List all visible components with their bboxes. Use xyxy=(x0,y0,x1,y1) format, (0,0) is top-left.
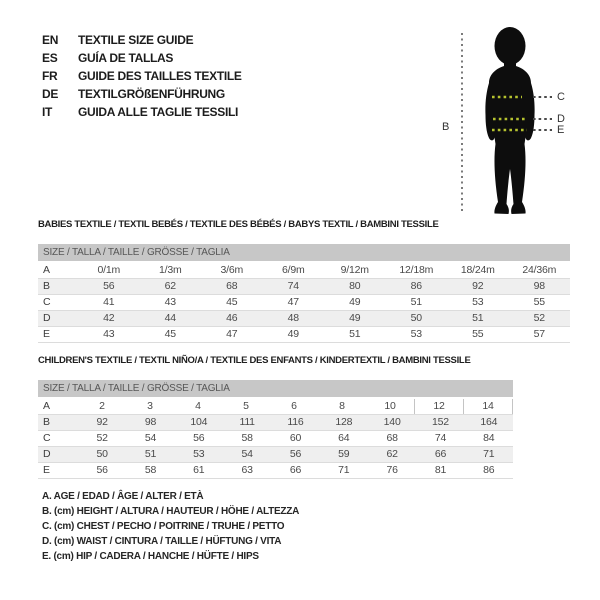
table-cell: 63 xyxy=(241,464,253,476)
table-cell: 8 xyxy=(339,400,345,412)
language-title: GUIDE DES TAILLES TEXTILE xyxy=(78,69,242,83)
table-cell: 66 xyxy=(289,464,302,476)
language-line xyxy=(42,67,242,85)
figure-label-chest: C xyxy=(557,91,565,103)
table-cell: 86 xyxy=(483,464,495,476)
row-label: C xyxy=(43,432,51,444)
legend-line-hip: E. (cm) HIP / CADERA / HANCHE / HÜFTE / HIPS xyxy=(42,551,259,562)
table-cell: 66 xyxy=(434,448,447,460)
table-cell: 98 xyxy=(144,416,157,428)
table-cell: 51 xyxy=(472,312,484,324)
table-cell: 56 xyxy=(103,280,115,292)
table-cell: 104 xyxy=(190,416,208,428)
language-title: GUÍA DE TALLAS xyxy=(78,51,174,65)
table-cell: 51 xyxy=(349,328,361,340)
child-silhouette-graphic xyxy=(440,18,598,223)
table-cell: 51 xyxy=(144,448,157,460)
table-row xyxy=(38,263,570,279)
table-row xyxy=(38,311,570,327)
measurement-figure xyxy=(440,18,598,223)
language-line xyxy=(42,49,242,67)
legend-line-waist: D. (cm) WAIST / CINTURA / TAILLE / HÜFTUNG / VITA xyxy=(42,536,282,547)
table-cell: 71 xyxy=(483,448,495,460)
table-cell: 76 xyxy=(386,464,398,476)
table-cell: 51 xyxy=(410,296,422,308)
children-size-table xyxy=(38,355,513,479)
table-cell: 80 xyxy=(349,280,361,292)
table-cell: 55 xyxy=(472,328,484,340)
table-cell: 45 xyxy=(164,328,176,340)
table-cell: 2 xyxy=(99,400,105,412)
table-cell: 24/36m xyxy=(522,264,557,276)
table-cell: 6/9m xyxy=(281,264,305,276)
table-cell: 6 xyxy=(291,400,297,412)
table-cell: 14 xyxy=(464,399,513,414)
table-cell: 74 xyxy=(287,280,299,292)
table-cell: 56 xyxy=(289,448,302,460)
row-label: A xyxy=(43,264,50,276)
table-cell: 71 xyxy=(338,464,350,476)
table-cell: 43 xyxy=(164,296,176,308)
table-cell: 64 xyxy=(338,432,350,444)
table-cell: 61 xyxy=(193,464,205,476)
table-row xyxy=(38,327,570,343)
table-cell: 52 xyxy=(533,312,545,324)
table-cell: 54 xyxy=(241,448,253,460)
table-cell: 57 xyxy=(533,328,545,340)
table-cell: 116 xyxy=(287,416,304,428)
legend-line-age: A. AGE / EDAD / ÂGE / ALTER / ETÀ xyxy=(42,491,204,502)
size-header-bar: SIZE / TALLA / TAILLE / GRÖSSE / TAGLIA xyxy=(38,380,513,397)
table-cell: 44 xyxy=(164,312,176,324)
table-cell: 0/1m xyxy=(97,264,121,276)
legend-line-height: B. (cm) HEIGHT / ALTURA / HAUTEUR / HÖHE / ALTEZZA xyxy=(42,506,300,517)
table-cell: 43 xyxy=(103,328,115,340)
size-header-bar: SIZE / TALLA / TAILLE / GRÖSSE / TAGLIA xyxy=(38,244,570,261)
table-cell: 86 xyxy=(410,280,422,292)
row-label: D xyxy=(43,448,51,460)
table-row xyxy=(38,447,513,463)
table-cell: 42 xyxy=(103,312,115,324)
language-title: TEXTILGRÖßENFÜHRUNG xyxy=(78,87,225,101)
row-label: B xyxy=(43,416,50,428)
table-cell: 58 xyxy=(144,464,157,476)
figure-label-hip: E xyxy=(557,124,565,136)
measurement-legend xyxy=(42,489,299,564)
language-line xyxy=(42,85,242,103)
table-cell: 55 xyxy=(533,296,545,308)
table-cell: 47 xyxy=(226,328,238,340)
table-cell: 49 xyxy=(349,296,361,308)
table-row xyxy=(38,279,570,295)
language-title: TEXTILE SIZE GUIDE xyxy=(78,33,194,47)
table-cell: 92 xyxy=(96,416,108,428)
table-cell: 128 xyxy=(335,416,353,428)
table-cell: 53 xyxy=(193,448,205,460)
table-cell: 54 xyxy=(144,432,157,444)
language-code: DE xyxy=(42,87,59,101)
row-label: E xyxy=(43,328,50,340)
table-cell: 81 xyxy=(434,464,447,476)
table-cell: 53 xyxy=(410,328,422,340)
table-row xyxy=(38,399,513,415)
table-cell: 58 xyxy=(241,432,253,444)
table-cell: 62 xyxy=(386,448,398,460)
table-cell: 47 xyxy=(287,296,299,308)
language-code: ES xyxy=(42,51,58,65)
table-cell: 46 xyxy=(226,312,238,324)
table-cell: 12/18m xyxy=(399,264,434,276)
table-cell: 111 xyxy=(239,416,255,428)
language-line xyxy=(42,31,242,49)
table-cell: 48 xyxy=(287,312,299,324)
table-cell: 49 xyxy=(287,328,299,340)
table-cell: 3 xyxy=(147,400,153,412)
table-cell: 164 xyxy=(480,416,498,428)
table-cell: 74 xyxy=(434,432,447,444)
table-cell: 60 xyxy=(289,432,302,444)
table-cell: 56 xyxy=(96,464,108,476)
table-cell: 62 xyxy=(164,280,176,292)
table-cell: 68 xyxy=(226,280,238,292)
table-cell: 68 xyxy=(386,432,398,444)
child-silhouette xyxy=(485,59,534,214)
table-cell: 10 xyxy=(384,400,396,412)
table-cell: 140 xyxy=(383,416,401,428)
table-cell: 98 xyxy=(533,280,545,292)
table-cell: 45 xyxy=(226,296,238,308)
row-label: A xyxy=(43,400,50,412)
table-cell: 56 xyxy=(193,432,205,444)
table-row xyxy=(38,463,513,479)
children-section-title: CHILDREN'S TEXTILE / TEXTIL NIÑO/A / TEXTILE DES ENFANTS / KINDERTEXTIL / BAMBINI TESSILE xyxy=(38,355,471,366)
table-cell: 4 xyxy=(195,400,201,412)
table-cell: 92 xyxy=(472,280,484,292)
table-cell: 84 xyxy=(483,432,495,444)
table-cell: 1/3m xyxy=(158,264,182,276)
table-row xyxy=(38,415,513,431)
row-label: D xyxy=(43,312,51,324)
table-cell: 9/12m xyxy=(340,264,369,276)
language-code: EN xyxy=(42,33,59,47)
table-cell: 50 xyxy=(410,312,422,324)
table-cell: 3/6m xyxy=(220,264,244,276)
table-cell: 18/24m xyxy=(460,264,495,276)
babies-size-table xyxy=(38,219,570,343)
babies-table-body xyxy=(38,263,570,343)
table-cell: 50 xyxy=(96,448,108,460)
language-title-list xyxy=(42,31,242,121)
table-cell: 52 xyxy=(96,432,108,444)
table-cell: 59 xyxy=(338,448,350,460)
figure-label-height: B xyxy=(442,121,450,133)
legend-line-chest: C. (cm) CHEST / PECHO / POITRINE / TRUHE / PETTO xyxy=(42,521,285,532)
row-label: C xyxy=(43,296,51,308)
table-cell: 5 xyxy=(243,400,249,412)
figure-label-waist: D xyxy=(557,113,565,125)
table-cell: 152 xyxy=(432,416,449,428)
table-cell: 49 xyxy=(349,312,361,324)
table-row xyxy=(38,431,513,447)
table-cell: 41 xyxy=(103,296,115,308)
language-code: IT xyxy=(42,105,53,119)
row-label: B xyxy=(43,280,50,292)
babies-section-title: BABIES TEXTILE / TEXTIL BEBÉS / TEXTILE DES BÉBÉS / BABYS TEXTIL / BAMBINI TESSILE xyxy=(38,219,439,230)
language-title: GUIDA ALLE TAGLIE TESSILI xyxy=(78,105,239,119)
table-cell: 12 xyxy=(414,399,464,414)
row-label: E xyxy=(43,464,50,476)
table-row xyxy=(38,295,570,311)
language-code: FR xyxy=(42,69,58,83)
table-cell: 53 xyxy=(472,296,484,308)
children-table-body xyxy=(38,399,513,479)
language-line xyxy=(42,103,242,121)
